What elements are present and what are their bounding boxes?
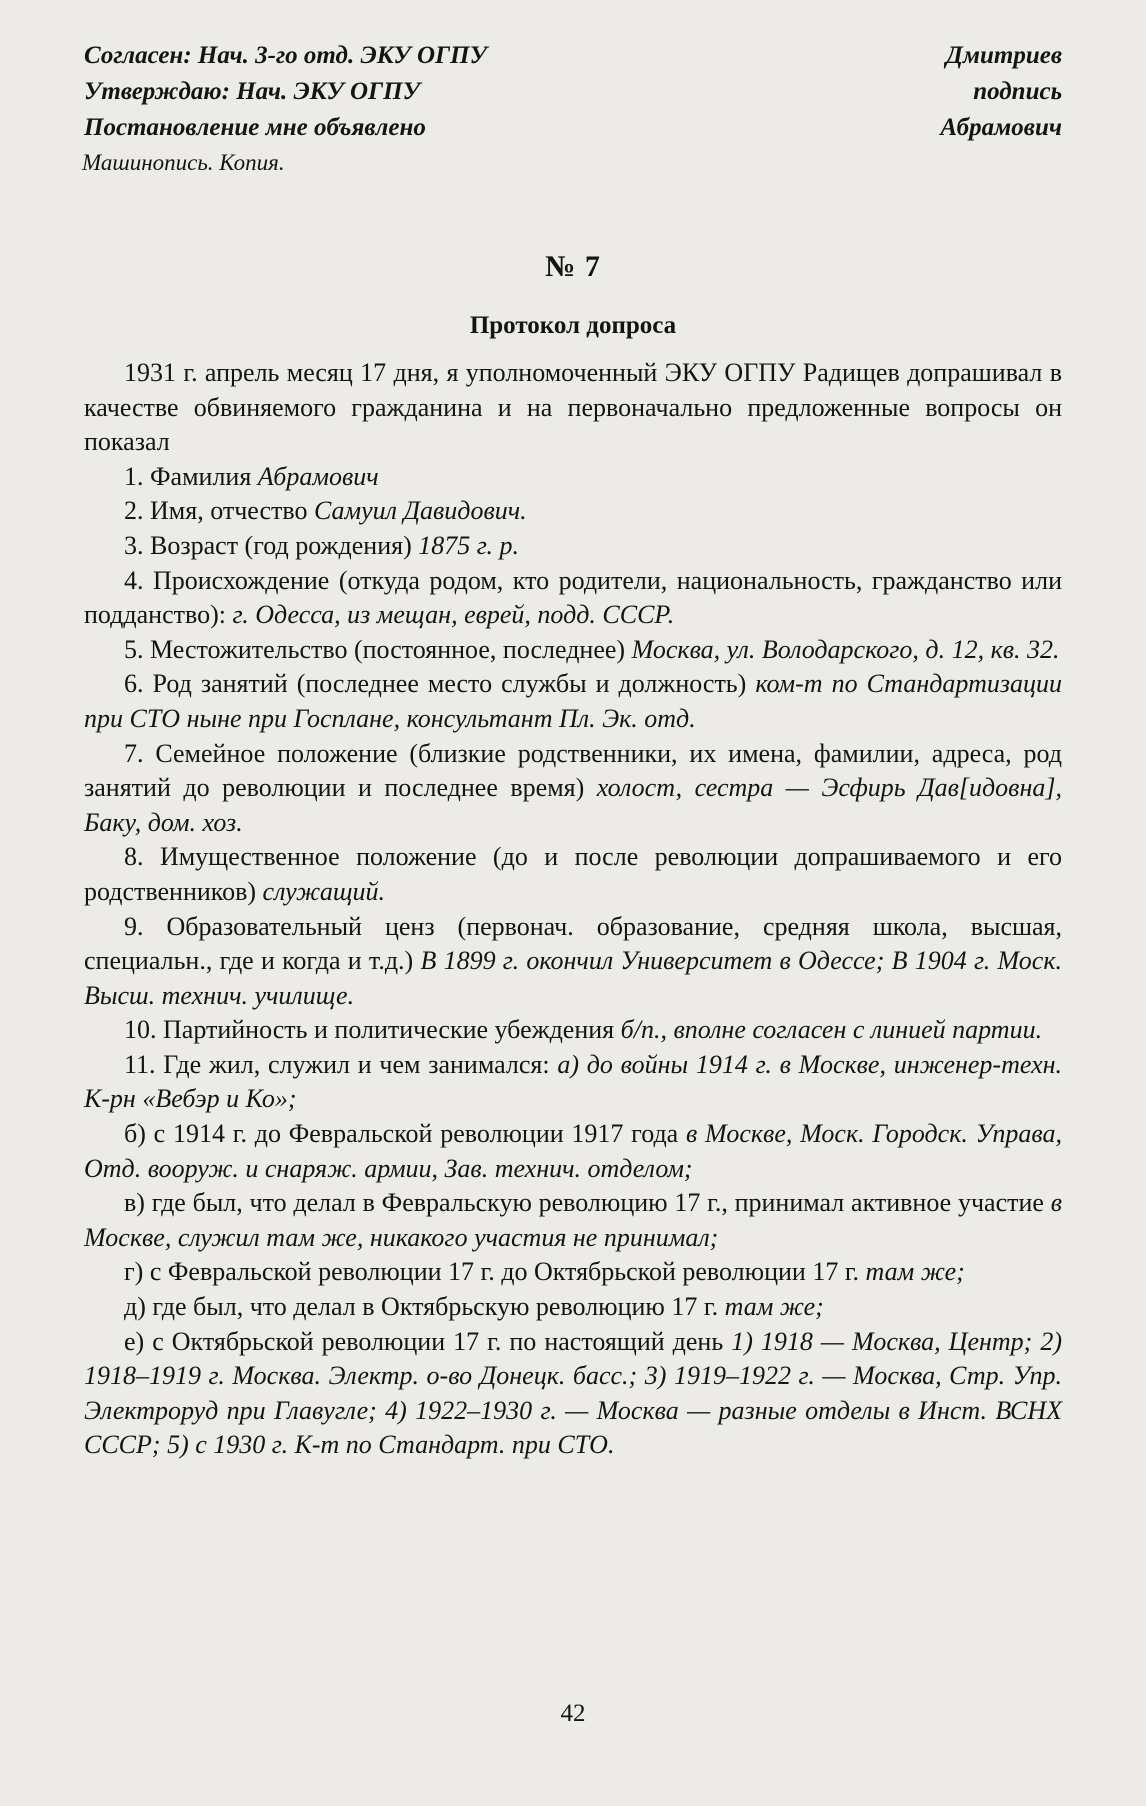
question-text: е) с Октябрьской революции 17 г. по настоящий день <box>124 1326 724 1356</box>
question-text: 11. Где жил, служил и чем занимался: <box>124 1049 550 1079</box>
question-item-11b <box>84 1117 1062 1186</box>
approval-signatures <box>802 38 1062 146</box>
signature-abramovich: Абрамович <box>940 114 1062 141</box>
answer-text: там же; <box>865 1257 965 1287</box>
question-text: 10. Партийность и политические убеждения <box>124 1015 615 1045</box>
answer-text: а) до войны 1914 г. в Москве, инженер-техн. К-рн «Вебэр и Ко»; <box>84 1049 1063 1114</box>
question-item-1 <box>84 460 1062 495</box>
answer-text: Москва, ул. Володарского, д. 12, кв. 32. <box>631 634 1060 664</box>
question-text: б) с 1914 г. до Февральской революции 1917 года <box>124 1119 679 1149</box>
question-item-8 <box>84 840 1062 909</box>
answer-text: холост, сестра — Эсфирь Дав[идовна], Баку, дом. хоз. <box>84 773 1062 837</box>
approval-line-announced: Постановление мне объявлено <box>84 114 426 141</box>
intro-paragraph: 1931 г. апрель месяц 17 дня, я уполномоченный ЭКУ ОГПУ Радищев допрашивал в качестве обвиняемого гражданина и на первоначально предложенные вопросы он показал <box>84 358 1062 457</box>
answer-text: там же; <box>724 1292 824 1322</box>
question-item-3 <box>84 529 1062 564</box>
question-item-4 <box>84 564 1062 633</box>
question-text: 9. Образовательный ценз (первонач. образование, средняя школа, высшая, специальн., где и когда и т.д.) <box>84 911 1062 976</box>
document-title: Протокол допроса <box>469 312 677 339</box>
answer-text: в Москве, Моск. Городск. Управа, Отд. вооруж. и снаряж. армии, Зав. технич. отделом; <box>84 1119 1062 1183</box>
signature-dmitriev: Дмитриев <box>945 42 1062 69</box>
answer-text: В 1899 г. окончил Университет в Одессе; В 1904 г. Моск. Высш. технич. училище. <box>84 946 1062 1010</box>
question-item-11c <box>84 1186 1062 1255</box>
protocol-body <box>84 356 1062 1463</box>
answer-text: в Москве, служил там же, никакого участия не принимал; <box>84 1188 1062 1252</box>
typescript-note: Машинопись. Копия. <box>82 150 285 175</box>
question-item-7 <box>84 737 1062 841</box>
approval-line-agreed: Согласен: Нач. 3-го отд. ЭКУ ОГПУ <box>84 42 487 69</box>
answer-text: г. Одесса, из мещан, еврей, подд. СССР. <box>232 600 675 630</box>
question-text: в) где был, что делал в Февральскую революцию 17 г., принимал активное участие <box>124 1188 1044 1218</box>
question-text: 3. Возраст (год рождения) <box>124 530 412 560</box>
answer-text: служащий. <box>262 876 385 906</box>
question-item-10 <box>84 1013 1062 1048</box>
page-number: 42 <box>560 1700 586 1727</box>
question-text: 2. Имя, отчество <box>124 496 308 526</box>
answer-text: б/п., вполне согласен с линией партии. <box>620 1015 1043 1045</box>
question-item-5 <box>84 633 1062 668</box>
question-text: 7. Семейное положение (близкие родственники, их имена, фамилии, адреса, род занятий до революции и последнее время) <box>84 738 1062 803</box>
question-item-6 <box>84 667 1062 736</box>
question-item-11e <box>84 1290 1062 1325</box>
answer-text: 1875 г. р. <box>418 530 520 560</box>
question-item-9 <box>84 910 1062 1014</box>
answer-text: ком-т по Стандартизации при СТО ныне при Госплане, консультант Пл. Эк. отд. <box>84 669 1063 733</box>
question-item-11d <box>84 1255 1062 1290</box>
question-item-11f <box>84 1325 1062 1463</box>
document-number: № 7 <box>545 250 601 283</box>
question-text: 4. Происхождение (откуда родом, кто родители, национальность, гражданство или подданство): <box>84 565 1062 630</box>
answer-text: Абрамович <box>257 461 379 491</box>
question-text: 5. Местожительство (постоянное, последнее) <box>124 634 626 664</box>
question-text: 6. Род занятий (последнее место службы и должность) <box>124 669 747 699</box>
question-text: д) где был, что делал в Октябрьскую революцию 17 г. <box>124 1292 719 1322</box>
question-text: 8. Имущественное положение (до и после революции допрашиваемого и его родственников) <box>84 842 1062 906</box>
approval-line-approved: Утверждаю: Нач. ЭКУ ОГПУ <box>84 78 420 105</box>
signature-mark: подпись <box>973 78 1062 105</box>
question-text: г) с Февральской революции 17 г. до Октябрьской революции 17 г. <box>124 1257 860 1287</box>
question-item-2 <box>84 494 1062 529</box>
approval-block <box>84 38 1062 146</box>
answer-text: 1) 1918 — Москва, Центр; 2) 1918–1919 г. Москва. Электр. о-во Донецк. басс.; 3) 1919–1922 г. — Москва, Стр. Упр. Электроруд при Главугле; 4) 1922–1930 г. — Москва — разные отделы в Инст. ВСНХ СССР; 5) с 1930 г. К-т по Стандарт. при СТО. <box>84 1326 1062 1460</box>
question-text: 1. Фамилия <box>124 461 252 491</box>
answer-text: Самуил Давидович. <box>313 496 527 526</box>
question-item-11 <box>84 1048 1062 1117</box>
approval-lines <box>84 38 774 146</box>
